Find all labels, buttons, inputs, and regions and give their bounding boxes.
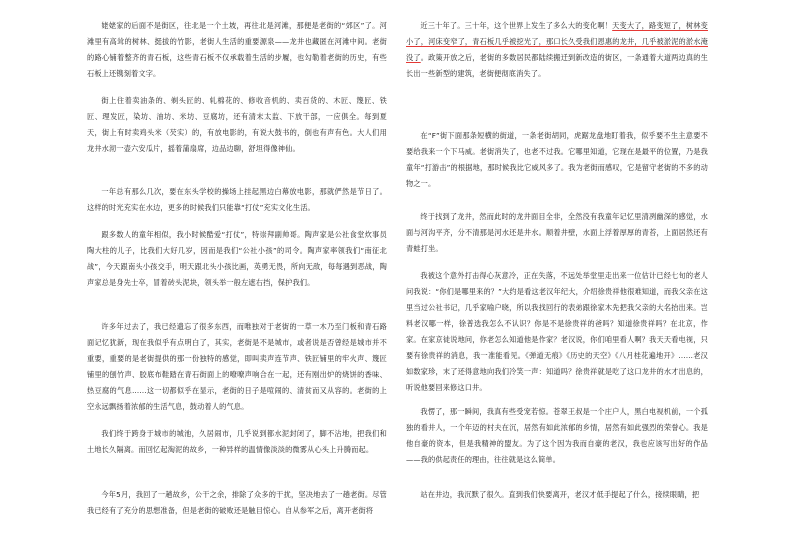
- paragraph: 街上住着卖油条的、剃头匠的、轧棉花的、修收音机的、卖百货的、木匠、篾匠、铁匠、理发匠，染坊、油坊、米坊、豆腐坊，还有清末太监、下放干部，一应俱全。每到夏天，街上有时卖鸡头米（芡实）的，有放电影的，有说大鼓书的，倒也有声有色。大人们用龙井水沏一壶六安瓜片，摇着蒲扇席，边品边聊，舒坦得像神仙。: [87, 96, 387, 153]
- paragraph: 一年总有那么几次，要在东头学校的操场上挂起黑边白幕放电影，那就俨然是节日了。这样的时光充实在水边，更多的时候我们只能靠“打仗”充实文化生活。: [87, 187, 387, 212]
- underlined-text: 天变大了，路变短了，树林变小了，河床变窄了，青石板几乎被挖光了，那口长久受我们恩惠的龙井，几乎被淤泥的淤水淹没了: [406, 21, 708, 62]
- paragraph: 在“F”街下面那条短横的街道，一条老街胡同，虎踞龙盘地盯着我，似乎要不生主意要不要给我来一个下马威。老街消失了，也老不过我。它哪里知道，它现在是最平的位置，乃是我童年“打游击”的根据地，那时候我比它威风多了。我为老街而感叹，它是留守老街的不多的动物之一。: [406, 131, 708, 188]
- paragraph: [406, 18, 708, 98]
- paragraph: 站在井边，我沉默了很久。直到我们快要离开，老汉才低手提起了什么，接续眼睛，把: [420, 490, 700, 499]
- paragraph: 我愣了，那一瞬间，我真有些受宠若惊。苍翠王叔是一个庄户人，黑白电视机前，一个孤独的看井人，一个年迈的村夫在沉，居然有如此浓郁的乡情，居然有如此强烈的荣誉心。我是他自豪的资本，但是我精神的盟友。为了这个因为我而自豪的老汉，我也应该写出好的作品——我的供起责任的理由，往往就是这么简单。: [406, 407, 708, 464]
- paragraph-text: 。政策开放之后，老街的多数居民都陆续搬迁到新改造的街区，一条通着大道两边真的生长出一些新型的建筑，老街便彻底消失了。: [406, 53, 708, 78]
- paragraph-text: 近三十年了。三十年，这个世界上发生了多么大的变化啊！: [420, 21, 613, 30]
- paragraph: 我被这个意外打击得心灰意冷，正在失落，不远处举堂里走出来一位估计已经七旬的老人问我说：“你们是哪里来的？”大约是看这老汉年纪大，介绍徐贵祥他很难知道，而我父亲在这里当过公社书记，几乎家喻户晓，所以我找回行的表弟跟徐家木先把我父亲的大名抬出来。岂料老汉哪一样，徐普选我怎么不认识？你是不是徐贵祥的爸吗？知道徐贵祥吗？在北京，作家。在家京徒说地问，你老怎么知道他是作家？老汉说，你们咱里看人啊？我天天看电视，只要有徐贵祥的消息，我一准能看见。《弹道无痕》《历史的天空》《八月桂花遍地开》……老汉如数家珍，末了还得意地向我们冷笑一声：知道吗？徐贵祥就是吃了这口龙井的水才出息的，听说他要回来修这口井。: [406, 271, 708, 392]
- paragraph: 终于找到了龙井，然而此时的龙井面目全非，全然没有我童年记忆里清冽幽深的感觉，水面与河沟平齐，分不清那是河水还是井水。顺着井壁，水面上浮着厚厚的青苔，上面居然还有青蛙打坐。: [406, 212, 708, 253]
- paragraph: 今年5月，我回了一趟故乡，公干之余，排除了众多的干扰，坚决地去了一趟老街。尽管我已经有了充分的思想准备，但是老街的破败还是触目惊心。自从参军之后，离开老街将: [87, 490, 387, 515]
- paragraph: 我们终于跨身于城市的城池，久居闹市，几乎说到都水泥封闭了，脚不沾地，把我们和土地长久隔离。而回忆起淘泥的故乡，一种异样的温情像淡淡的微雾从心头上升腾而起。: [87, 429, 387, 454]
- paragraph: 跟多数人的童年相似，我小时候酷爱“打仗”，特崇拜副帅哥。陶声家是公社食堂炊事员陶大柱的儿子，比我们大好几岁，因而是我们“公社小孩”的司令。陶声家率领我们“南征北战”，今天跟南头小孩交手，明天跟北头小孩比画，英勇无畏，所向无敌，每每遇到恶战，陶声家总是身先士卒，冒着砖头泥块，领头举一般左遮右挡，保护我们。: [87, 230, 387, 287]
- paragraph: 姥姥家的后面不是街区，往北是一个土坡，再往北是河滩，那便是老街的“郊区”了。河滩里有高耸的树林、挺拔的竹影，老街人生活的重要源泉——龙井也藏匿在河滩中间。老街的路心铺着整齐的青石板，这些青石板不仅承载着生活的步履，也勾勒着老街的历史，有些石板上还镌刻着文字。: [87, 21, 387, 78]
- paragraph: 许多年过去了，我已经遗忘了很多东西，而唯独对于老街的一草一木乃至门板和青石路面记忆犹新，现在我似乎有点明白了，其实，老街是不是城市，或者说是否曾经是城市并不重要，重要的是老街提供的那一份独特的感觉，即叫卖声连节声、铁匠铺里的牢火声、篾匠铺里的刨竹声、胶底布鞋踏在青石街面上的嘹嘹声响合在一起，还有刚出炉的烧饼的香味、热豆腐的气息……这一切都似乎在显示，老街的日子是喧闹的、清贫而又从容的。老街的上空永远飘扬着浓郁的生活气息，鼓动着人的气息。: [87, 322, 387, 411]
